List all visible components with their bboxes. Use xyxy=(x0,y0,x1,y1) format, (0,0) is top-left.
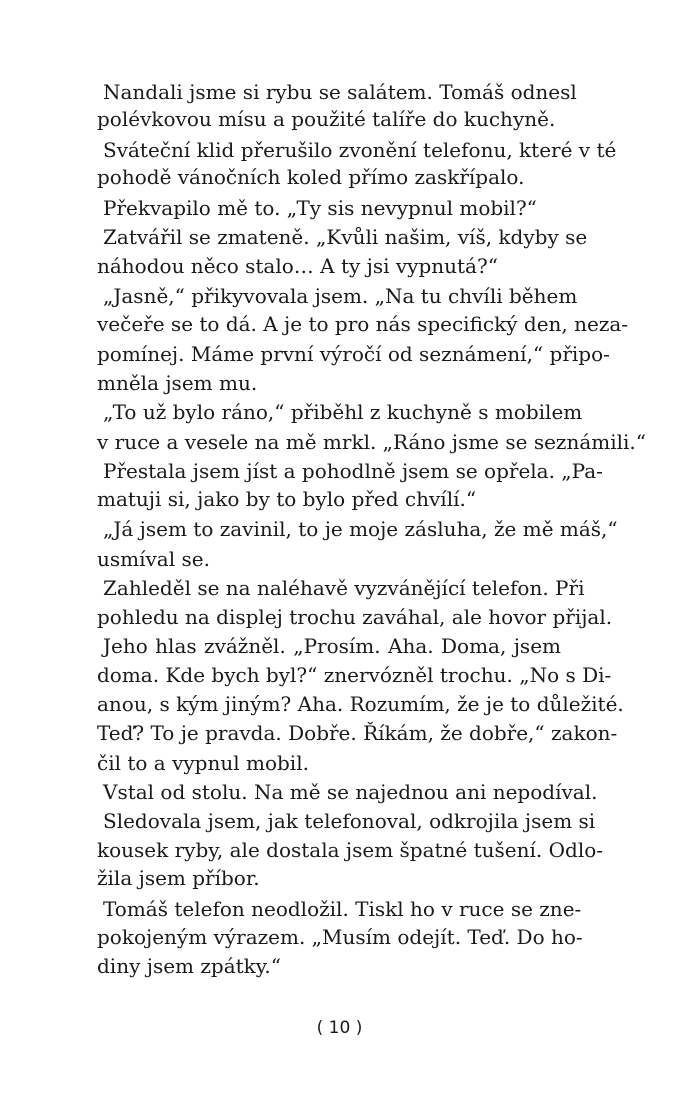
text-line: „To už bylo ráno,“ přiběhl z kuchyně s mobilem xyxy=(103,400,583,424)
text-line: polévkovou mísu a použité talíře do kuchyně. xyxy=(97,107,556,131)
text-line: Zahleděl se na naléhavě vyzvánějící telefon. Při xyxy=(103,576,585,600)
text-line: „Jasně,“ přikyvovala jsem. „Na tu chvíli během xyxy=(103,284,578,308)
text-line: Jeho hlas zvážněl. „Prosím. Aha. Doma, jsem xyxy=(103,634,561,658)
text-line: usmíval se. xyxy=(97,547,210,571)
text-line: pomínej. Máme první výročí od seznámení,“ připo- xyxy=(97,342,610,366)
text-line: mněla jsem mu. xyxy=(97,371,258,395)
text-line: „Já jsem to zavinil, to je moje zásluha, že mě máš,“ xyxy=(103,517,618,541)
text-line: Přestala jsem jíst a pohodlně jsem se opřela. „Pa- xyxy=(103,459,603,483)
text-line: Zatvářil se zmateně. „Kvůli našim, víš, kdyby se xyxy=(103,225,588,249)
text-line: kousek ryby, ale dostala jsem špatné tušení. Odlo- xyxy=(97,838,604,862)
page-number: ( 10 ) xyxy=(316,1018,363,1038)
text-line: Tomáš telefon neodložil. Tiskl ho v ruce se zne- xyxy=(103,897,582,921)
text-line: matuji si, jako by to bylo před chvílí.“ xyxy=(97,487,477,511)
text-line: večeře se to dá. A je to pro nás specifický den, neza- xyxy=(97,312,629,336)
text-line: Překvapilo mě to. „Ty sis nevypnul mobil?“ xyxy=(103,196,537,220)
text-line: pohledu na displej trochu zaváhal, ale hovor přijal. xyxy=(97,605,613,629)
text-line: pokojeným výrazem. „Musím odejít. Teď. Do ho- xyxy=(97,925,583,949)
text-line: Sváteční klid přerušilo zvonění telefonu, které v té xyxy=(103,138,617,162)
text-line: v ruce a vesele na mě mrkl. „Ráno jsme se seznámili.“ xyxy=(97,430,647,454)
text-line: náhodou něco stalo… A ty jsi vypnutá?“ xyxy=(97,254,498,278)
text-line: Nandali jsme si rybu se salátem. Tomáš odnesl xyxy=(103,80,577,104)
text-line: čil to a vypnul mobil. xyxy=(97,751,309,775)
text-line: žila jsem příbor. xyxy=(97,866,260,890)
text-line: doma. Kde bych byl?“ znervózněl trochu. „No s Di- xyxy=(97,663,612,687)
text-line: diny jsem zpátky.“ xyxy=(97,954,282,978)
text-line: Vstal od stolu. Na mě se najednou ani nepodíval. xyxy=(103,780,598,804)
text-line: pohodě vánočních koled přímo zaskřípalo. xyxy=(97,165,525,189)
text-line: Teď? To je pravda. Dobře. Říkám, že dobře,“ zakon- xyxy=(97,721,618,745)
text-line: Sledovala jsem, jak telefonoval, odkrojila jsem si xyxy=(103,809,596,833)
text-line: anou, s kým jiným? Aha. Rozumím, že je to důležité. xyxy=(97,692,624,716)
